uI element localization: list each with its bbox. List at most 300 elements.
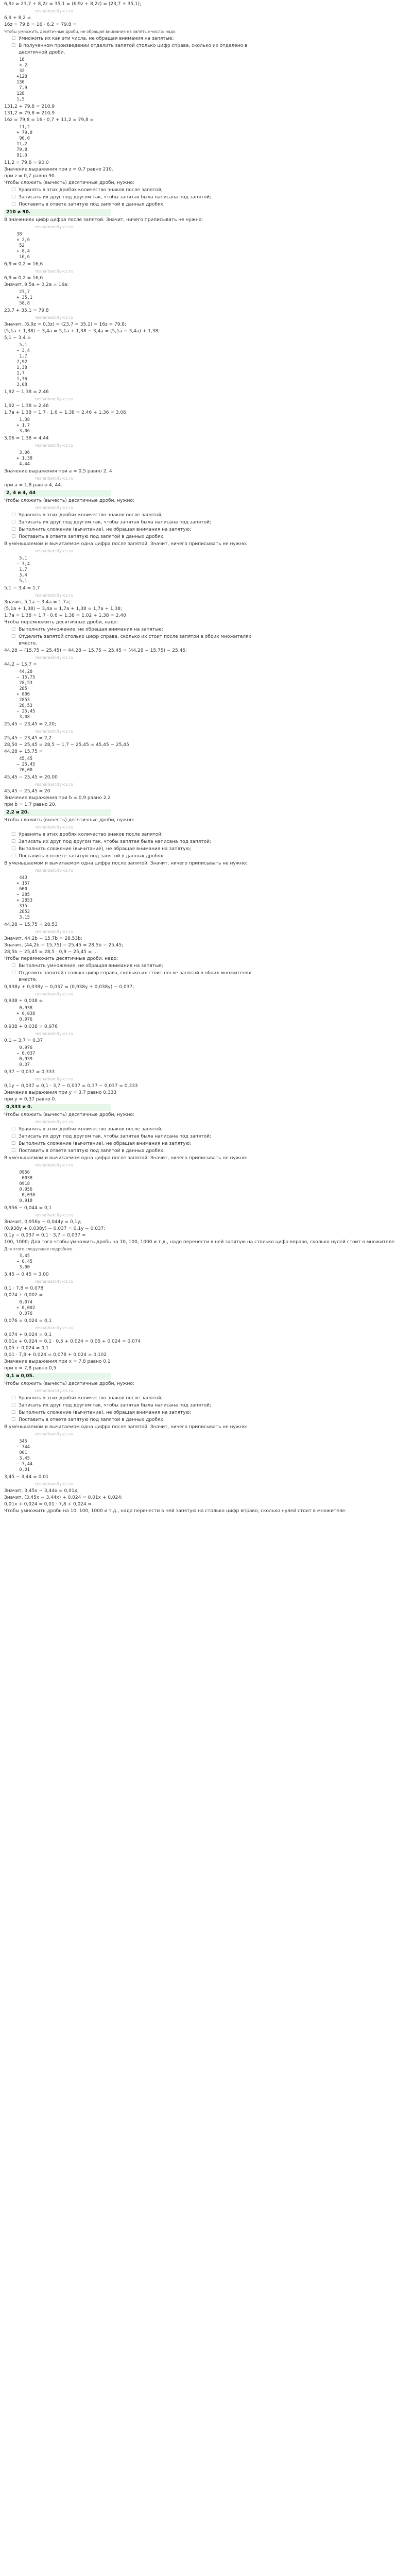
rule-hint-text: Уравнять в этих дробях количество знаков после запятой;: [19, 513, 163, 518]
watermark-text: reshalbarcity-cs.ru: [35, 992, 74, 996]
solution-line: Чтобы сложить (вычесть) десятичные дроби, нужно:: [4, 1381, 134, 1386]
solution-section: [4, 756, 321, 773]
checkbox-icon: ☐: [11, 1127, 16, 1132]
calc-row: 1,7: [11, 371, 25, 376]
solution-section: [4, 104, 321, 124]
solution-line: 25,45 − 23,45 = 2,2: [4, 736, 52, 741]
solution-line: Значение выражения при z = 0,7 равно 210.: [4, 167, 113, 172]
column-calculation: [11, 1439, 321, 1473]
column-calculation: [11, 125, 321, 159]
solution-section: [4, 435, 321, 449]
calc-row: − 3,4: [11, 348, 30, 353]
solution-section: [4, 556, 321, 584]
rule-hint: [11, 1395, 259, 1402]
solution-section: [4, 389, 321, 416]
answer-box: 2,2 и 20.: [4, 809, 111, 816]
calc-row: 3,06: [11, 450, 30, 455]
solution-section: [4, 1170, 321, 1204]
solution-section: [4, 232, 321, 260]
rule-hint-text: Записать их друг под другом так, чтобы запятая была написана под запятой;: [19, 195, 211, 200]
calc-row: 3,45: [11, 1253, 30, 1259]
solution-line: 28,5b − 25,45 = 28,5 · 0,9 − 25,45 = ...: [4, 950, 98, 955]
solution-section: [4, 1045, 321, 1068]
rule-hint: [11, 839, 259, 845]
solution-section: [4, 209, 321, 216]
calc-row: 001: [11, 1450, 27, 1455]
solution-section: [4, 626, 321, 647]
calc-row: 52: [11, 243, 25, 248]
rule-hint-text: Выполнить умножение, не обращая внимания на запятые;: [19, 627, 163, 632]
checkbox-icon: ☐: [11, 513, 16, 518]
rule-hint: [11, 634, 259, 647]
solution-line: 3,06 = 1,38 = 4,44: [4, 436, 49, 441]
rule-hint-text: Выполнить сложение (вычитание), не обращая внимания на запятую;: [19, 846, 192, 852]
solution-section: [4, 875, 321, 921]
solution-line: 45,45 − 25,45 = 20: [4, 789, 50, 794]
calc-row: × 2: [11, 63, 27, 68]
rule-hint-text: Поставить в ответе запятую под запятой в данных дробях.: [19, 1148, 165, 1154]
checkbox-icon: ☐: [11, 195, 16, 200]
rule-hint-text: В полученном произведении отделить запятой столько цифр справа, сколько их отделено в десятичной дроби.: [19, 43, 248, 55]
watermark-text: reshalbarcity-cs.ru: [35, 443, 74, 448]
calc-row: 58,8: [11, 301, 30, 306]
solution-line: Значит, (44,2b − 15,75) − 25,45 = 28,5b − 25,45;: [4, 943, 124, 948]
calc-row: 3,15: [11, 915, 30, 920]
calc-row: 1,5: [11, 97, 25, 102]
solution-section: [4, 1069, 321, 1103]
calc-row: 2853: [11, 909, 30, 914]
solution-line: 0,074 + 0,002 =: [4, 1293, 43, 1298]
solution-section: [4, 817, 321, 831]
solution-section: [4, 1205, 396, 1252]
watermark-text: reshalbarcity-cs.ru: [35, 782, 74, 787]
solution-section: [4, 450, 321, 467]
solution-line: 0,1 · 7,8 = 0,078: [4, 1286, 44, 1291]
calc-row: 5,1: [11, 343, 27, 348]
rule-hint: [11, 527, 259, 533]
solution-line: 45,45 − 25,45 = 20,00: [4, 775, 58, 780]
calc-row: + 35,1: [11, 295, 32, 300]
solution-line: 100, 1000; Для того чтобы умножить дробь на 10, 100, 1000 и т.д., надо перенести в ней запятую на столько цифр вправо, сколько нулей стоит в множителе.: [4, 1240, 396, 1245]
watermark-text: reshalbarcity-cs.ru: [35, 505, 74, 510]
calc-row: 345: [11, 1439, 27, 1444]
checkbox-icon: ☐: [11, 36, 16, 41]
solution-line: 1,7а = 1,38 = 1,7 · 0,6 + 1,38 = 1,02 + 1,38 = 2,40: [4, 613, 126, 618]
rule-hint: [11, 519, 259, 526]
solution-line: Значение выражения при у = 3,7 равно 0,333: [4, 1090, 117, 1095]
rule-hint: [11, 1141, 259, 1147]
solution-section: [4, 1, 321, 35]
calc-row: 79,8: [11, 147, 27, 152]
calc-row: − 0038: [11, 1176, 32, 1181]
calc-row: 38: [11, 232, 22, 237]
rule-hint: [11, 970, 259, 984]
answer-box: 2, 4 и 4, 44: [4, 490, 111, 497]
solution-section: [4, 160, 321, 187]
solution-line: при у = 0,37 равно 0.: [4, 1097, 57, 1102]
solution-section: [4, 1006, 321, 1023]
solution-line: 1,92 − 1,38 = 2,46: [4, 389, 49, 395]
calc-row: − 3,4: [11, 562, 30, 567]
solution-section: [4, 1104, 321, 1111]
watermark-text: reshalbarcity-cs.ru: [35, 1432, 74, 1436]
solution-line: при а = 1,8 равно 4, 44.: [4, 483, 62, 488]
solution-line: 28,50 − 25,45 = 28,5 − 1,7 − 25,45 = 45,45 − 25,45: [4, 742, 129, 748]
solution-section: [4, 1318, 321, 1372]
rule-hint: [11, 1133, 259, 1140]
solution-section: [4, 1112, 321, 1126]
rule-hint: [11, 43, 259, 56]
solution-section: [4, 1253, 321, 1270]
rule-hint-text: Записать их друг под другом так, чтобы запятая была написана под запятой;: [19, 839, 211, 844]
watermark-text: reshalbarcity-cs.ru: [35, 655, 74, 660]
calc-row: 5,1: [11, 556, 27, 561]
rule-hint-text: Отделить запятой столько цифр справа, сколько их стоит после запятой в обоих множителях вместе.: [19, 971, 251, 982]
rule-hint: [11, 187, 259, 194]
column-calculation: [11, 1045, 321, 1068]
watermark-text: reshalbarcity-cs.ru: [35, 1388, 74, 1393]
solution-section: [4, 343, 321, 388]
calc-row: 20,00: [11, 768, 32, 773]
watermark-text: reshalbarcity-cs.ru: [35, 929, 74, 934]
solution-section: [4, 1126, 321, 1155]
checkbox-icon: ☐: [11, 1134, 16, 1139]
rule-hint-text: Записать их друг под другом так, чтобы запятая была написана под запятой;: [19, 1403, 211, 1408]
rule-hint: [11, 963, 259, 970]
calc-row: + 1,38: [11, 456, 32, 461]
calc-row: 23,7: [11, 290, 30, 295]
calc-row: 0,939: [11, 1057, 32, 1062]
solution-line: 0,37 − 0,037 = 0,333: [4, 1070, 55, 1075]
checkbox-icon: ☐: [11, 520, 16, 525]
rule-hint: [11, 832, 259, 838]
solution-line: Значит, 9,5а + 0,2а = 16а:: [4, 282, 69, 287]
calc-row: 5,1: [11, 579, 27, 584]
checkbox-icon: ☐: [11, 963, 16, 969]
calc-row: 11,2: [11, 125, 30, 130]
calc-row: + 8,4: [11, 249, 30, 254]
rule-hint-text: Выполнить сложение (вычитание), не обращая внимания на запятую;: [19, 1141, 192, 1146]
checkbox-icon: ☐: [11, 627, 16, 632]
rule-hint-text: Умножить их как эти числа, не обращая внимания на запятые;: [19, 36, 174, 41]
calc-row: + 79,8: [11, 130, 32, 135]
solution-line: 6,9 = 0,2 = 16,6: [4, 262, 43, 267]
solution-section: [4, 57, 321, 103]
rule-hint-text: Выполнить сложение (вычитание), не обращая внимания на запятую;: [19, 1410, 192, 1415]
solution-line: 25,45 − 23,45 = 2,20;: [4, 722, 57, 727]
calc-row: − 25,45: [11, 762, 36, 767]
watermark-text: reshalbarcity-cs.ru: [35, 476, 74, 481]
rule-hint-text: Уравнять в этих дробях количество знаков после запятой;: [19, 832, 163, 837]
checkbox-icon: ☐: [11, 534, 16, 539]
calc-row: 16,6: [11, 255, 30, 260]
solution-line: 16z = 79,8 = 16 · 0,7 + 11,2 = 79,8 =: [4, 117, 94, 123]
solution-line: 131,2 = 79,8 = 210,9: [4, 111, 55, 116]
checkbox-icon: ☐: [11, 188, 16, 193]
rule-hint: [11, 194, 259, 201]
solution-section: [4, 1373, 321, 1380]
calc-row: 128: [11, 91, 25, 96]
calc-row: 45,45: [11, 756, 32, 761]
solution-line: 0,938 + 0,038 =: [4, 998, 43, 1004]
solution-section: [4, 217, 321, 231]
solution-line: 0,076 = 0,024 = 0,1: [4, 1318, 52, 1324]
solution-line: Значение выражения при b = 0,9 равно 2,2: [4, 795, 111, 801]
column-calculation: [11, 450, 321, 467]
solution-section: [4, 1300, 321, 1317]
calc-row: 16: [11, 57, 25, 62]
checkbox-icon: ☐: [11, 971, 16, 976]
calc-row: 32: [11, 69, 25, 74]
calc-row: 0,01: [11, 1467, 30, 1472]
solution-line: при b = 1,7 равно 20.: [4, 802, 57, 807]
solution-section: [4, 648, 321, 668]
rule-hint: [11, 1410, 259, 1416]
solution-line: Для этого следующее подробнее.: [4, 1247, 74, 1251]
solution-section: [4, 187, 321, 208]
calc-row: 0,37: [11, 1062, 30, 1067]
watermark-text: reshalbarcity-cs.ru: [35, 1077, 74, 1081]
rule-hint-text: Поставить в ответе запятую под запятой в данных дробях.: [19, 534, 165, 539]
rule-hint-text: Выполнить сложение (вычитание), не обращая внимания на запятую;: [19, 527, 192, 532]
solution-line: Чтобы умножить десятичные дроби, не обращая внимания на запятые число: надо:: [4, 29, 177, 34]
rule-hint: [11, 1148, 259, 1155]
calc-row: 443: [11, 875, 27, 880]
calc-row: 28,53: [11, 703, 32, 708]
calc-row: 3,4: [11, 573, 27, 578]
rule-hint-text: Записать их друг под другом так, чтобы запятая была написана под запятой;: [19, 520, 211, 525]
solution-line: 5,1 − 3,4 = 1,7: [4, 586, 40, 591]
calc-row: 0,074: [11, 1300, 32, 1305]
watermark-text: reshalbarcity-cs.ru: [35, 1482, 74, 1486]
rule-hint-text: Записать их друг под другом так, чтобы запятая была написана под запятой;: [19, 1134, 211, 1139]
rule-hint: [11, 1417, 259, 1423]
column-calculation: [11, 756, 321, 773]
solution-section: [4, 468, 321, 489]
calc-row: + 157: [11, 881, 30, 886]
solution-line: 131,2 + 79,8 = 210,9: [4, 104, 55, 109]
calc-row: 1,7: [11, 567, 27, 572]
solution-line: Значит, 5,1а − 3,4а = 1,7а;: [4, 600, 71, 605]
solution-line: В уменьшаемом и вычитаемом одна цифра после запятой. Значит, ничего приписывать не нужно:: [4, 1156, 248, 1161]
solution-line: Чтобы умножить дробь на 10, 100, 1000 и т.д., надо перенести в ней запятую на столько цифр вправо, сколько нулей стоит в множителе.: [4, 1509, 347, 1514]
watermark-text: reshalbarcity-cs.ru: [35, 1163, 74, 1167]
calc-row: 3,00: [11, 1265, 30, 1270]
checkbox-icon: ☐: [11, 1417, 16, 1422]
checkbox-icon: ☐: [11, 839, 16, 844]
solution-line: 0,01х + 0,024 = 0,01 · 7,8 + 0,024 =: [4, 1502, 92, 1507]
solution-section: [4, 922, 321, 962]
calc-row: 0,938: [11, 1006, 32, 1011]
solution-line: 3,45 − 0,45 = 3,00: [4, 1272, 49, 1277]
calc-row: 0918: [11, 1181, 30, 1187]
column-calculation: [11, 1253, 321, 1270]
solution-line: В уменьшаемом и вычитаемом одна цифра после запятой. Значит, ничего приписывать не нужно:: [4, 861, 248, 866]
solution-section: [4, 261, 321, 289]
calc-row: × 2,6: [11, 238, 30, 243]
solution-section: [4, 809, 321, 816]
calc-row: − 0,037: [11, 1051, 36, 1056]
solution-line: В уменьшаемом и вычитаемом одна цифра после запятой. Значит, ничего приписывать не нужно:: [4, 1425, 248, 1430]
solution-line: 0,05 + 0,024 = 0,1: [4, 1346, 49, 1351]
calc-row: 3,08: [11, 382, 27, 387]
rule-hint: [11, 1126, 259, 1133]
rule-hint-text: Уравнять в этих дробях количество знаков после запятой;: [19, 1127, 163, 1132]
solution-line: В уменьшаемом и вычитаемом одна цифра после запятой. Значит, ничего приписывать не нужно.: [4, 541, 248, 547]
watermark-text: reshalbarcity-cs.ru: [35, 397, 74, 401]
calc-row: 3,45: [11, 1456, 30, 1461]
calc-row: 0,918: [11, 1198, 32, 1204]
rule-hint: [11, 36, 259, 42]
solution-line: Значит, 3,45х − 3,44х = 0,01х;: [4, 1488, 79, 1494]
solution-line: 5,1 − 3,4 =: [4, 335, 31, 341]
checkbox-icon: ☐: [11, 43, 16, 48]
calc-row: − 285: [11, 892, 30, 897]
solution-line: 0,938у + 0,038у − 0,037 = (0,938у + 0,038у) − 0,037;: [4, 985, 134, 990]
checkbox-icon: ☐: [11, 854, 16, 859]
watermark-text: reshalbarcity-cs.ru: [35, 549, 74, 553]
calc-row: 3,08: [11, 715, 30, 720]
solution-line: 44,28 − (15,75 − 25,45) = 44,28 − 15,75 − 25,45 = (44,28 − 15,75) − 25,45;: [4, 648, 187, 653]
solution-section: [4, 36, 321, 56]
watermark-text: reshalbarcity-cs.ru: [35, 1326, 74, 1330]
calc-row: 90,0: [11, 136, 30, 141]
solution-line: 6,9 + 8,2 =: [4, 15, 31, 21]
calc-row: 1,36: [11, 377, 27, 382]
solution-line: В значениях цифр цифра после запятой. Значит, ничего приписывать не нужно:: [4, 217, 203, 223]
solution-line: Чтобы перемножить десятичные дроби, надо:: [4, 956, 118, 961]
calc-row: +128: [11, 74, 27, 79]
solution-section: [4, 1024, 321, 1044]
solution-section: [4, 721, 321, 755]
checkbox-icon: ☐: [11, 832, 16, 837]
calc-row: 315: [11, 904, 27, 909]
solution-line: 0,1у − 0,037 = 0,1 · 3,7 − 0,037 =: [4, 1233, 86, 1238]
calc-row: − 25,45: [11, 709, 36, 714]
watermark-text: reshalbarcity-cs.ru: [35, 825, 74, 829]
solution-line: 44,2 − 15,7 =: [4, 662, 37, 667]
solution-line: при z = 0,7 равно 90.: [4, 174, 56, 179]
rule-hint-text: Выполнить умножение, не обращая внимания на запятые;: [19, 963, 163, 969]
solution-line: 3,45 − 3,44 = 0,01: [4, 1475, 49, 1480]
checkbox-icon: ☐: [11, 202, 16, 207]
watermark-text: reshalbarcity-cs.ru: [35, 225, 74, 229]
calc-row: 91,0: [11, 153, 27, 158]
solution-section: [4, 832, 321, 860]
solution-line: Чтобы сложить (вычесть) десятичные дроби, нужно:: [4, 498, 134, 503]
column-calculation: [11, 1300, 321, 1317]
calc-row: + 0,038: [11, 1011, 36, 1016]
solution-line: 0,938 + 0,038 = 0,976: [4, 1024, 58, 1029]
watermark-text: reshalbarcity-cs.ru: [35, 9, 74, 13]
solution-line: Значение выражения при а = 0,5 равно 2, 4: [4, 469, 112, 474]
solution-line: 23,7 + 35,1 = 79,8: [4, 308, 49, 313]
calc-row: − 344: [11, 1445, 30, 1450]
watermark-text: reshalbarcity-cs.ru: [35, 1279, 74, 1284]
calc-row: 7,9: [11, 86, 27, 91]
solution-section: [4, 585, 321, 626]
watermark-text: reshalbarcity-cs.ru: [35, 593, 74, 598]
column-calculation: [11, 669, 321, 720]
solution-section: [4, 669, 321, 720]
calc-row: 11,2: [11, 142, 27, 147]
calc-row: 28,53: [11, 681, 32, 686]
solution-line: 6,9 = 0,2 = 16,6: [4, 276, 43, 281]
column-calculation: [11, 1006, 321, 1023]
rule-hint: [11, 626, 259, 633]
solution-section: [4, 1439, 321, 1473]
solution-section: [4, 125, 321, 159]
solution-line: Значит, 0,956у − 0,044у = 0,1у;: [4, 1219, 82, 1225]
solution-line: 44,28 − 15,75 = 28,53: [4, 922, 58, 927]
solution-line: Чтобы сложить (вычесть) десятичные дроби, нужно:: [4, 1112, 134, 1117]
solution-line: Значение выражения при х = 7,8 равно 0,1: [4, 1359, 111, 1364]
solution-section: [4, 984, 321, 1005]
watermark-text: reshalbarcity-cs.ru: [35, 315, 74, 320]
calc-row: 600: [11, 887, 27, 892]
solution-section: [4, 308, 321, 342]
solution-line: Чтобы перемножить десятичные дроби, надо:: [4, 620, 118, 625]
watermark-text: reshalbarcity-cs.ru: [35, 1120, 74, 1124]
calc-row: 44,28: [11, 669, 32, 674]
checkbox-icon: ☐: [11, 527, 16, 532]
watermark-text: reshalbarcity-cs.ru: [35, 868, 74, 873]
column-calculation: [11, 343, 321, 388]
solution-line: при х = 7,8 равно 0,5.: [4, 1366, 58, 1371]
calc-row: 0,076: [11, 1311, 32, 1316]
checkbox-icon: ☐: [11, 634, 16, 639]
rule-hint: [11, 534, 259, 540]
calc-row: 0,956: [11, 1187, 32, 1192]
solution-section: [4, 490, 321, 497]
solution-section: [4, 860, 321, 874]
solution-section: [4, 774, 321, 808]
solution-section: [4, 1155, 321, 1169]
answer-box: 0,1 и 0,05.: [4, 1373, 111, 1380]
rule-hint-text: Поставить в ответе запятую под запятой в данных дробях.: [19, 202, 165, 207]
solution-section: [4, 1381, 321, 1395]
column-calculation: [11, 290, 321, 307]
calc-row: + 000: [11, 692, 30, 697]
calc-row: − 0,45: [11, 1259, 32, 1264]
solution-line: 16z = 79,8 = 16 · 6,2 = 79,8 =: [4, 22, 77, 27]
answer-box: 210 и 90.: [4, 209, 111, 216]
checkbox-icon: ☐: [11, 1396, 16, 1401]
solution-line: 0,1у − 0,037 = 0,1 · 3,7 − 0,037 = 0,37 − 0,037 = 0,333: [4, 1083, 138, 1089]
solution-section: [4, 498, 321, 512]
solution-section: [4, 541, 321, 555]
calc-row: − 0,038: [11, 1193, 36, 1198]
solution-section: [4, 417, 321, 434]
rule-hint-text: Отделить запятой столько цифр справа, сколько их стоит после запятой в обоих множителях вместе.: [19, 634, 251, 646]
solution-line: 6,9z = 23,7 + 8,2z = 35,1 = (6,9z + 8,2z) = (23,7 + 35,1);: [4, 2, 142, 7]
rule-hint-text: Поставить в ответе запятую под запятой в данных дробях.: [19, 1417, 165, 1422]
solution-section: [4, 512, 321, 540]
calc-row: 4,44: [11, 462, 30, 467]
calc-row: 285: [11, 686, 27, 691]
calc-row: 0,976: [11, 1017, 32, 1022]
watermark-text: reshalbarcity-cs.ru: [35, 729, 74, 734]
checkbox-icon: ☐: [11, 1410, 16, 1415]
calc-row: + 0,002: [11, 1306, 36, 1311]
solution-section: [4, 1395, 321, 1423]
solution-section: [4, 963, 321, 984]
solution-line: Чтобы сложить (вычесть) десятичные дроби, нужно:: [4, 180, 134, 185]
column-calculation: [11, 875, 321, 921]
solution-section: [4, 1272, 321, 1299]
solution-line: 11,2 = 79,8 = 90,0: [4, 160, 49, 165]
calc-row: 7,92: [11, 360, 27, 365]
